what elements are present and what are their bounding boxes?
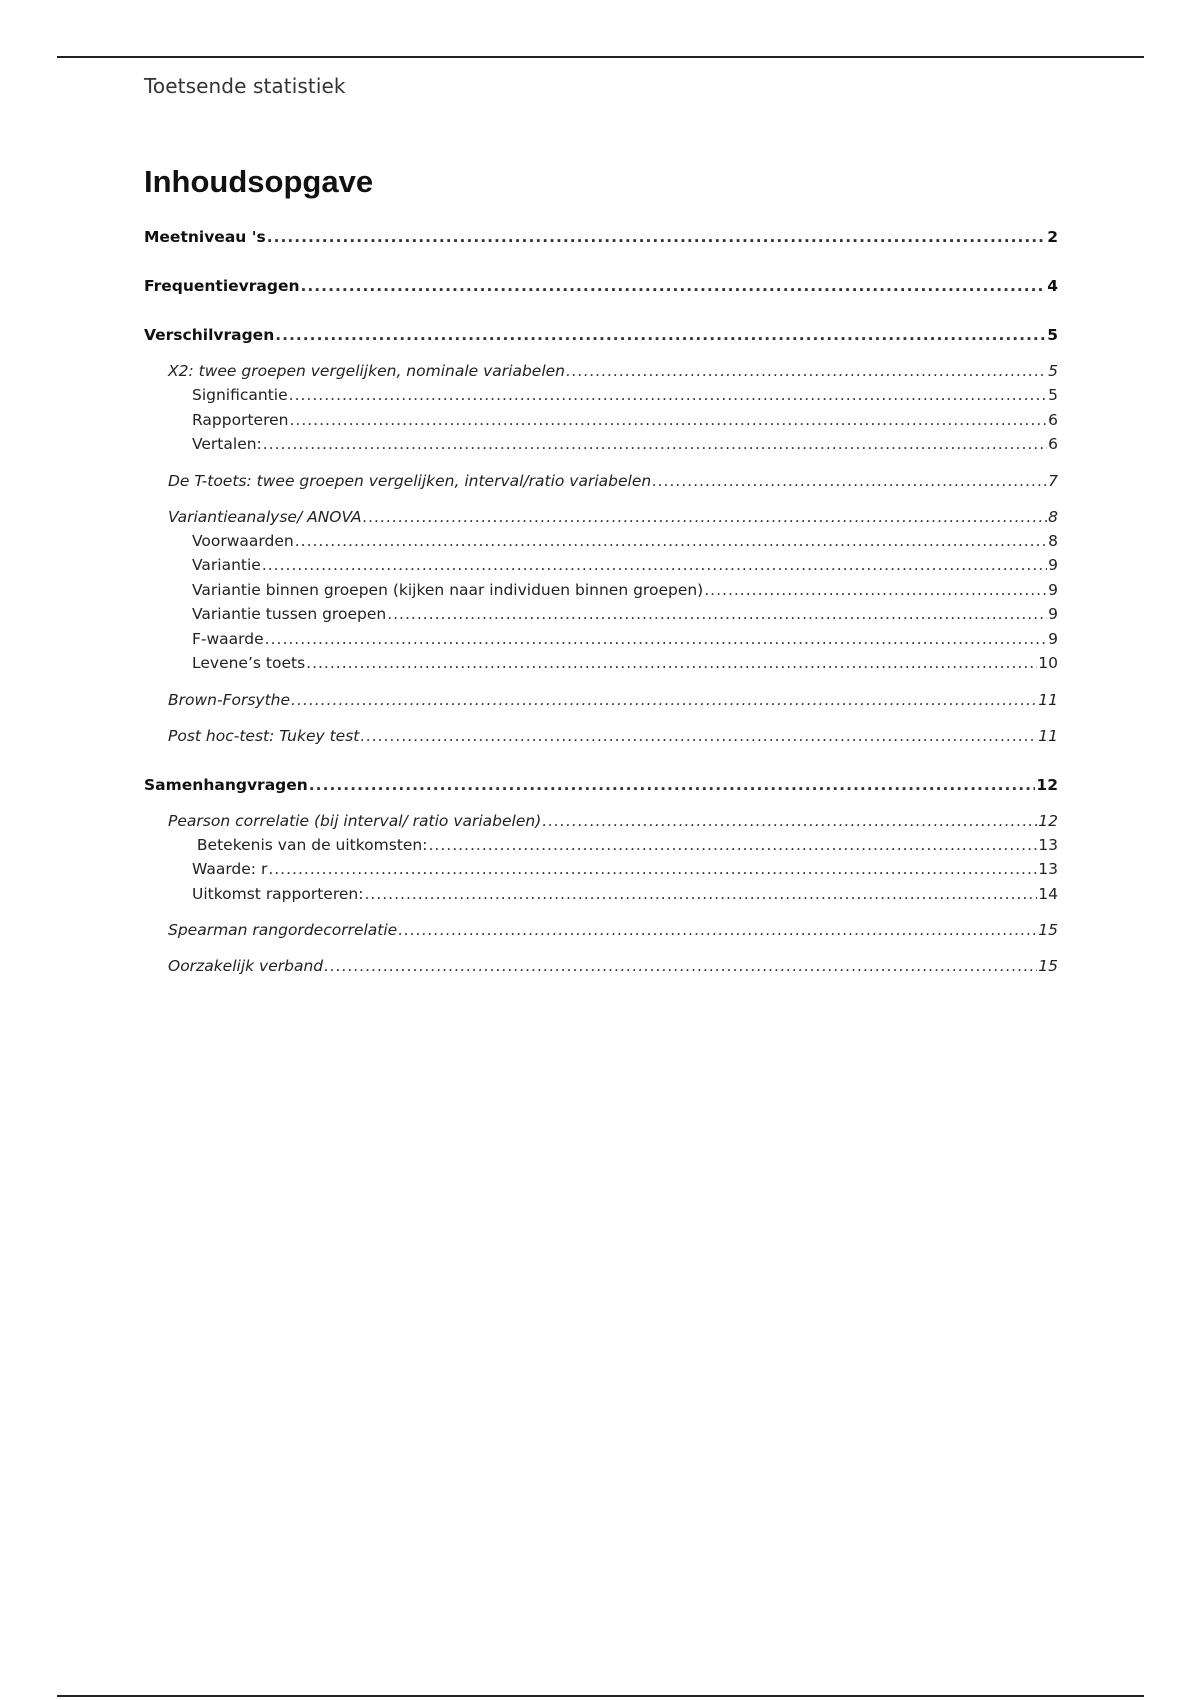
toc-entry[interactable] <box>144 326 1058 350</box>
toc-leader <box>652 472 1047 490</box>
toc-entry[interactable] <box>144 654 1058 679</box>
toc-entry-page: 6 <box>1048 435 1058 453</box>
running-header-title: Toetsende statistiek <box>144 74 346 98</box>
toc-entry-page: 15 <box>1038 921 1058 939</box>
toc-leader <box>360 727 1037 745</box>
toc-entry-label: Meetniveau 's <box>144 228 266 246</box>
toc-leader <box>267 228 1047 246</box>
toc-entry[interactable] <box>144 581 1058 606</box>
toc-entry[interactable] <box>144 836 1058 861</box>
header-rule <box>57 56 1144 58</box>
toc-entry[interactable] <box>144 860 1058 885</box>
toc-leader <box>364 885 1037 903</box>
toc-entry-label: Vertalen: <box>192 435 262 453</box>
toc-entry-label: Uitkomst rapporteren: <box>192 884 364 903</box>
toc-entry-page: 4 <box>1047 277 1058 295</box>
table-of-contents <box>144 228 1058 981</box>
toc-entry-label: Frequentievragen <box>144 277 300 295</box>
toc-entry-page: 6 <box>1048 410 1058 429</box>
toc-entry-label: Post hoc-test: Tukey test <box>168 726 360 745</box>
toc-leader <box>263 435 1047 453</box>
toc-leader <box>275 326 1046 344</box>
toc-entry-label: Significantie <box>192 386 288 404</box>
toc-leader <box>542 812 1037 830</box>
toc-entry-page: 8 <box>1048 507 1058 526</box>
toc-entry[interactable] <box>144 921 1058 945</box>
toc-entry-label: Betekenis van de uitkomsten: <box>192 835 428 854</box>
toc-entry-label: Pearson correlatie (bij interval/ ratio variabelen) <box>168 811 542 830</box>
toc-entry[interactable] <box>144 630 1058 655</box>
toc-leader <box>566 362 1047 380</box>
toc-entry-page: 13 <box>1038 835 1058 854</box>
toc-entry[interactable] <box>144 885 1058 910</box>
toc-entry-label: Brown-Forsythe <box>168 690 291 709</box>
toc-entry[interactable] <box>144 727 1058 751</box>
toc-entry-page: 7 <box>1048 471 1058 490</box>
toc-entry-page: 5 <box>1048 362 1058 380</box>
footer-rule <box>57 1695 1144 1697</box>
toc-leader <box>268 860 1037 878</box>
toc-entry-page: 9 <box>1048 580 1058 599</box>
toc-entry-label: Oorzakelijk verband <box>168 957 324 975</box>
toc-entry-page: 5 <box>1047 326 1058 344</box>
toc-entry-label: F-waarde <box>192 629 264 648</box>
toc-entry-page: 8 <box>1048 531 1058 550</box>
toc-entry-label: Levene’s toets <box>192 654 306 672</box>
toc-entry-page: 12 <box>1036 775 1058 794</box>
toc-entry-page: 9 <box>1048 556 1058 574</box>
toc-leader <box>387 605 1047 623</box>
toc-entry[interactable] <box>144 411 1058 436</box>
toc-leader <box>309 776 1036 794</box>
toc-leader <box>265 630 1047 648</box>
toc-leader <box>704 581 1047 599</box>
toc-entry-page: 15 <box>1038 957 1058 975</box>
toc-title: Inhoudsopgave <box>144 164 374 199</box>
toc-entry[interactable] <box>144 605 1058 630</box>
toc-entry-label: Rapporteren <box>192 410 289 429</box>
toc-entry-page: 11 <box>1038 690 1058 709</box>
toc-entry-label: Voorwaarden <box>192 531 294 550</box>
toc-entry-page: 9 <box>1048 605 1058 623</box>
toc-entry[interactable] <box>144 362 1058 386</box>
toc-entry-label: Waarde: r <box>192 860 268 878</box>
toc-entry[interactable] <box>144 556 1058 581</box>
toc-entry-page: 12 <box>1038 811 1058 830</box>
toc-entry[interactable] <box>144 472 1058 496</box>
toc-entry-page: 2 <box>1047 228 1058 246</box>
toc-entry[interactable] <box>144 228 1058 252</box>
toc-entry-label: De T-toets: twee groepen vergelijken, interval/ratio variabelen <box>168 471 652 490</box>
toc-entry[interactable] <box>144 691 1058 715</box>
toc-entry-label: Variantie <box>192 556 261 574</box>
toc-leader <box>289 411 1047 429</box>
toc-leader <box>428 836 1037 854</box>
toc-leader <box>398 921 1037 939</box>
toc-entry[interactable] <box>144 508 1058 532</box>
toc-leader <box>324 957 1037 975</box>
toc-entry-label: Variantieanalyse/ ANOVA <box>168 507 362 526</box>
toc-entry[interactable] <box>144 532 1058 557</box>
toc-entry[interactable] <box>144 776 1058 800</box>
toc-entry-page: 14 <box>1038 884 1058 903</box>
toc-leader <box>262 556 1047 574</box>
toc-entry[interactable] <box>144 435 1058 460</box>
toc-entry-page: 13 <box>1038 860 1058 878</box>
toc-leader <box>291 691 1037 709</box>
toc-leader <box>295 532 1047 550</box>
toc-entry-page: 5 <box>1048 386 1058 404</box>
toc-leader <box>306 654 1037 672</box>
toc-entry-page: 10 <box>1038 654 1058 672</box>
toc-entry-label: X2: twee groepen vergelijken, nominale variabelen <box>168 362 565 380</box>
toc-leader <box>301 277 1047 295</box>
toc-entry-label: Variantie binnen groepen (kijken naar individuen binnen groepen) <box>192 580 704 599</box>
toc-entry[interactable] <box>144 277 1058 301</box>
toc-entry[interactable] <box>144 386 1058 411</box>
toc-entry-page: 11 <box>1038 726 1058 745</box>
toc-entry-label: Spearman rangordecorrelatie <box>168 921 398 939</box>
toc-entry-page: 9 <box>1048 629 1058 648</box>
toc-entry-label: Variantie tussen groepen <box>192 605 387 623</box>
toc-leader <box>289 386 1047 404</box>
toc-entry[interactable] <box>144 957 1058 981</box>
toc-entry-label: Samenhangvragen <box>144 775 308 794</box>
toc-leader <box>363 508 1047 526</box>
toc-entry-label: Verschilvragen <box>144 326 275 344</box>
toc-entry[interactable] <box>144 812 1058 836</box>
